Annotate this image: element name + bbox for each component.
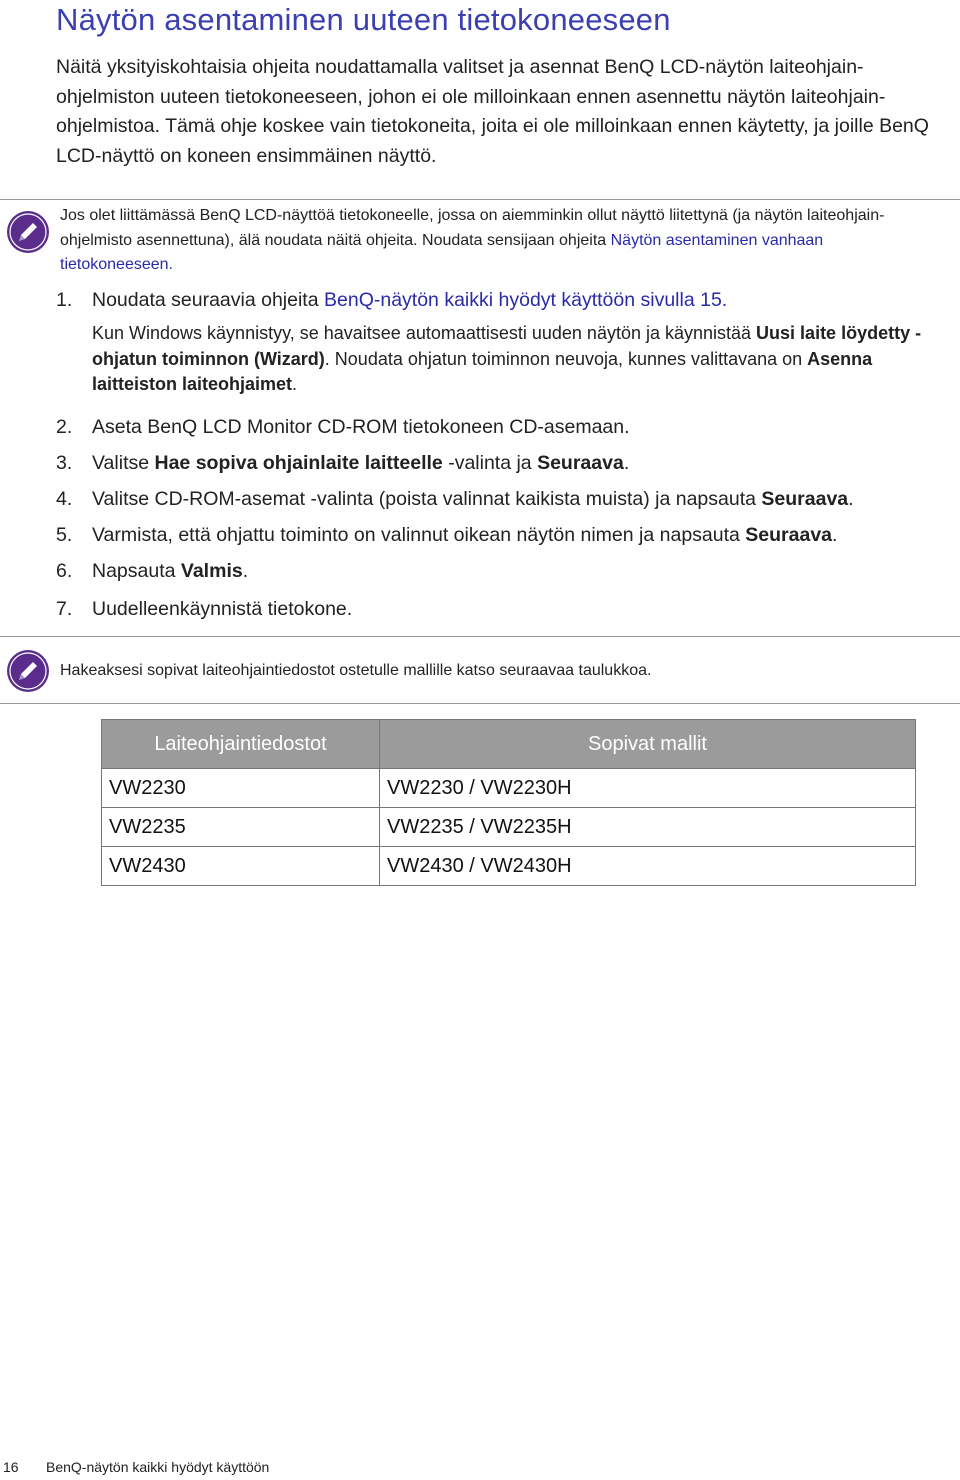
step-text	[92, 287, 956, 313]
divider	[0, 703, 960, 704]
pencil-icon	[6, 649, 50, 693]
link-old-computer[interactable]: Näytön asentaminen vanhaan tietokoneeseen.	[60, 231, 824, 273]
note-old-computer-text: Jos olet liittämässä BenQ LCD-näyttöä tietokoneelle, jossa on aiemminkin ollut näyttö liitettynä (ja näytön laiteohjain-ohjelmisto asennettuna), älä noudata näitä ohjeita. Noudata sensijaan ohjeita	[60, 207, 885, 249]
driver-file-cell: VW2230	[102, 769, 380, 808]
model-cell: VW2235 / VW2235H	[380, 808, 916, 847]
intro-paragraph: Näitä yksityiskohtaisia ohjeita noudattamalla valitset ja asennat BenQ LCD-näytön laiteohjain-ohjelmiston uuteen tietokoneeseen, johon ei ole milloinkaan ennen asennettu näytön laiteohjain-ohjelmistoa. Tämä ohje koskee vain tietokoneita, joita ei ole milloinkaan ennen käytetty, ja joille BenQ LCD-näyttö on koneen ensimmäinen näyttö.	[56, 56, 929, 167]
step-number: 7.	[56, 597, 73, 620]
wizard-name: Uusi laite löydetty -ohjatun toiminnon (Wizard)	[92, 323, 922, 369]
step-3-post: .	[623, 451, 630, 474]
step-6	[56, 558, 956, 584]
step-2-text: Aseta BenQ LCD Monitor CD-ROM tietokoneen CD-asemaan.	[92, 415, 630, 438]
model-cell: VW2430 / VW2430H	[380, 847, 916, 886]
pencil-icon	[6, 210, 50, 254]
step-number: 5.	[56, 523, 73, 546]
column-header: Laiteohjaintiedostot	[102, 720, 380, 769]
table-header-row	[102, 720, 916, 769]
step-3-pre: Valitse	[92, 451, 155, 474]
step-1-detail-post: .	[292, 374, 298, 394]
step-3-mid: -valinta ja	[442, 451, 538, 474]
footer-section-title: BenQ-näytön kaikki hyödyt käyttöön	[46, 1459, 270, 1475]
step-1-detail-mid: . Noudata ohjatun toiminnon neuvoja, kunnes valittavana on	[324, 348, 808, 369]
driver-file-cell: VW2430	[102, 847, 380, 886]
step-number: 3.	[56, 451, 73, 474]
step-number: 6.	[56, 559, 73, 582]
link-benq-features[interactable]: BenQ-näytön kaikki hyödyt käyttöön sivulla 15.	[324, 289, 728, 311]
note-driver-table: Hakeaksesi sopivat laiteohjaintiedostot ostetulle mallille katso seuraavaa taulukkoa.	[60, 662, 652, 679]
step-1-detail	[92, 321, 956, 398]
step-2	[56, 414, 956, 440]
page-title: Näytön asentaminen uuteen tietokoneeseen	[56, 2, 671, 37]
table-row	[102, 808, 916, 847]
step-5-pre: Varmista, että ohjattu toiminto on valinnut oikean näytön nimen ja napsauta	[92, 523, 746, 546]
search-driver-option: Hae sopiva ohjainlaite laitteelle	[154, 451, 443, 474]
step-4	[56, 486, 956, 512]
next-label: Seuraava	[761, 487, 849, 510]
column-header: Sopivat mallit	[380, 720, 916, 769]
step-4-post: .	[848, 487, 854, 510]
step-3	[56, 450, 956, 476]
table-row	[102, 847, 916, 886]
driver-file-cell: VW2235	[102, 808, 380, 847]
step-5-post: .	[832, 523, 838, 546]
page-number: 16	[3, 1459, 19, 1475]
step-6-pre: Napsauta	[92, 559, 181, 582]
model-cell: VW2230 / VW2230H	[380, 769, 916, 808]
step-text	[92, 558, 956, 584]
driver-table	[101, 719, 916, 886]
step-1	[56, 287, 956, 398]
step-number: 4.	[56, 487, 73, 510]
step-5	[56, 522, 956, 548]
divider	[0, 636, 960, 637]
next-label: Seuraava	[745, 523, 833, 546]
step-text	[92, 486, 956, 512]
step-6-post: .	[242, 559, 249, 582]
step-number: 1.	[56, 289, 73, 311]
install-steps	[56, 287, 956, 622]
step-text	[92, 450, 956, 476]
step-7	[56, 596, 956, 622]
step-7-text: Uudelleenkäynnistä tietokone.	[92, 597, 353, 620]
install-drivers-option: Asenna laitteiston laiteohjaimet	[92, 348, 873, 394]
note-old-computer	[60, 204, 940, 278]
step-number: 2.	[56, 415, 73, 438]
divider	[0, 199, 960, 200]
step-text	[92, 522, 956, 548]
step-1-text: Noudata seuraavia ohjeita	[92, 289, 324, 311]
table-row	[102, 769, 916, 808]
step-1-detail-pre: Kun Windows käynnistyy, se havaitsee automaattisesti uuden näytön ja käynnistää	[92, 323, 757, 343]
step-4-pre: Valitse CD-ROM-asemat -valinta (poista valinnat kaikista muista) ja napsauta	[92, 487, 762, 510]
next-label: Seuraava	[537, 451, 624, 474]
finish-label: Valmis	[180, 559, 243, 582]
